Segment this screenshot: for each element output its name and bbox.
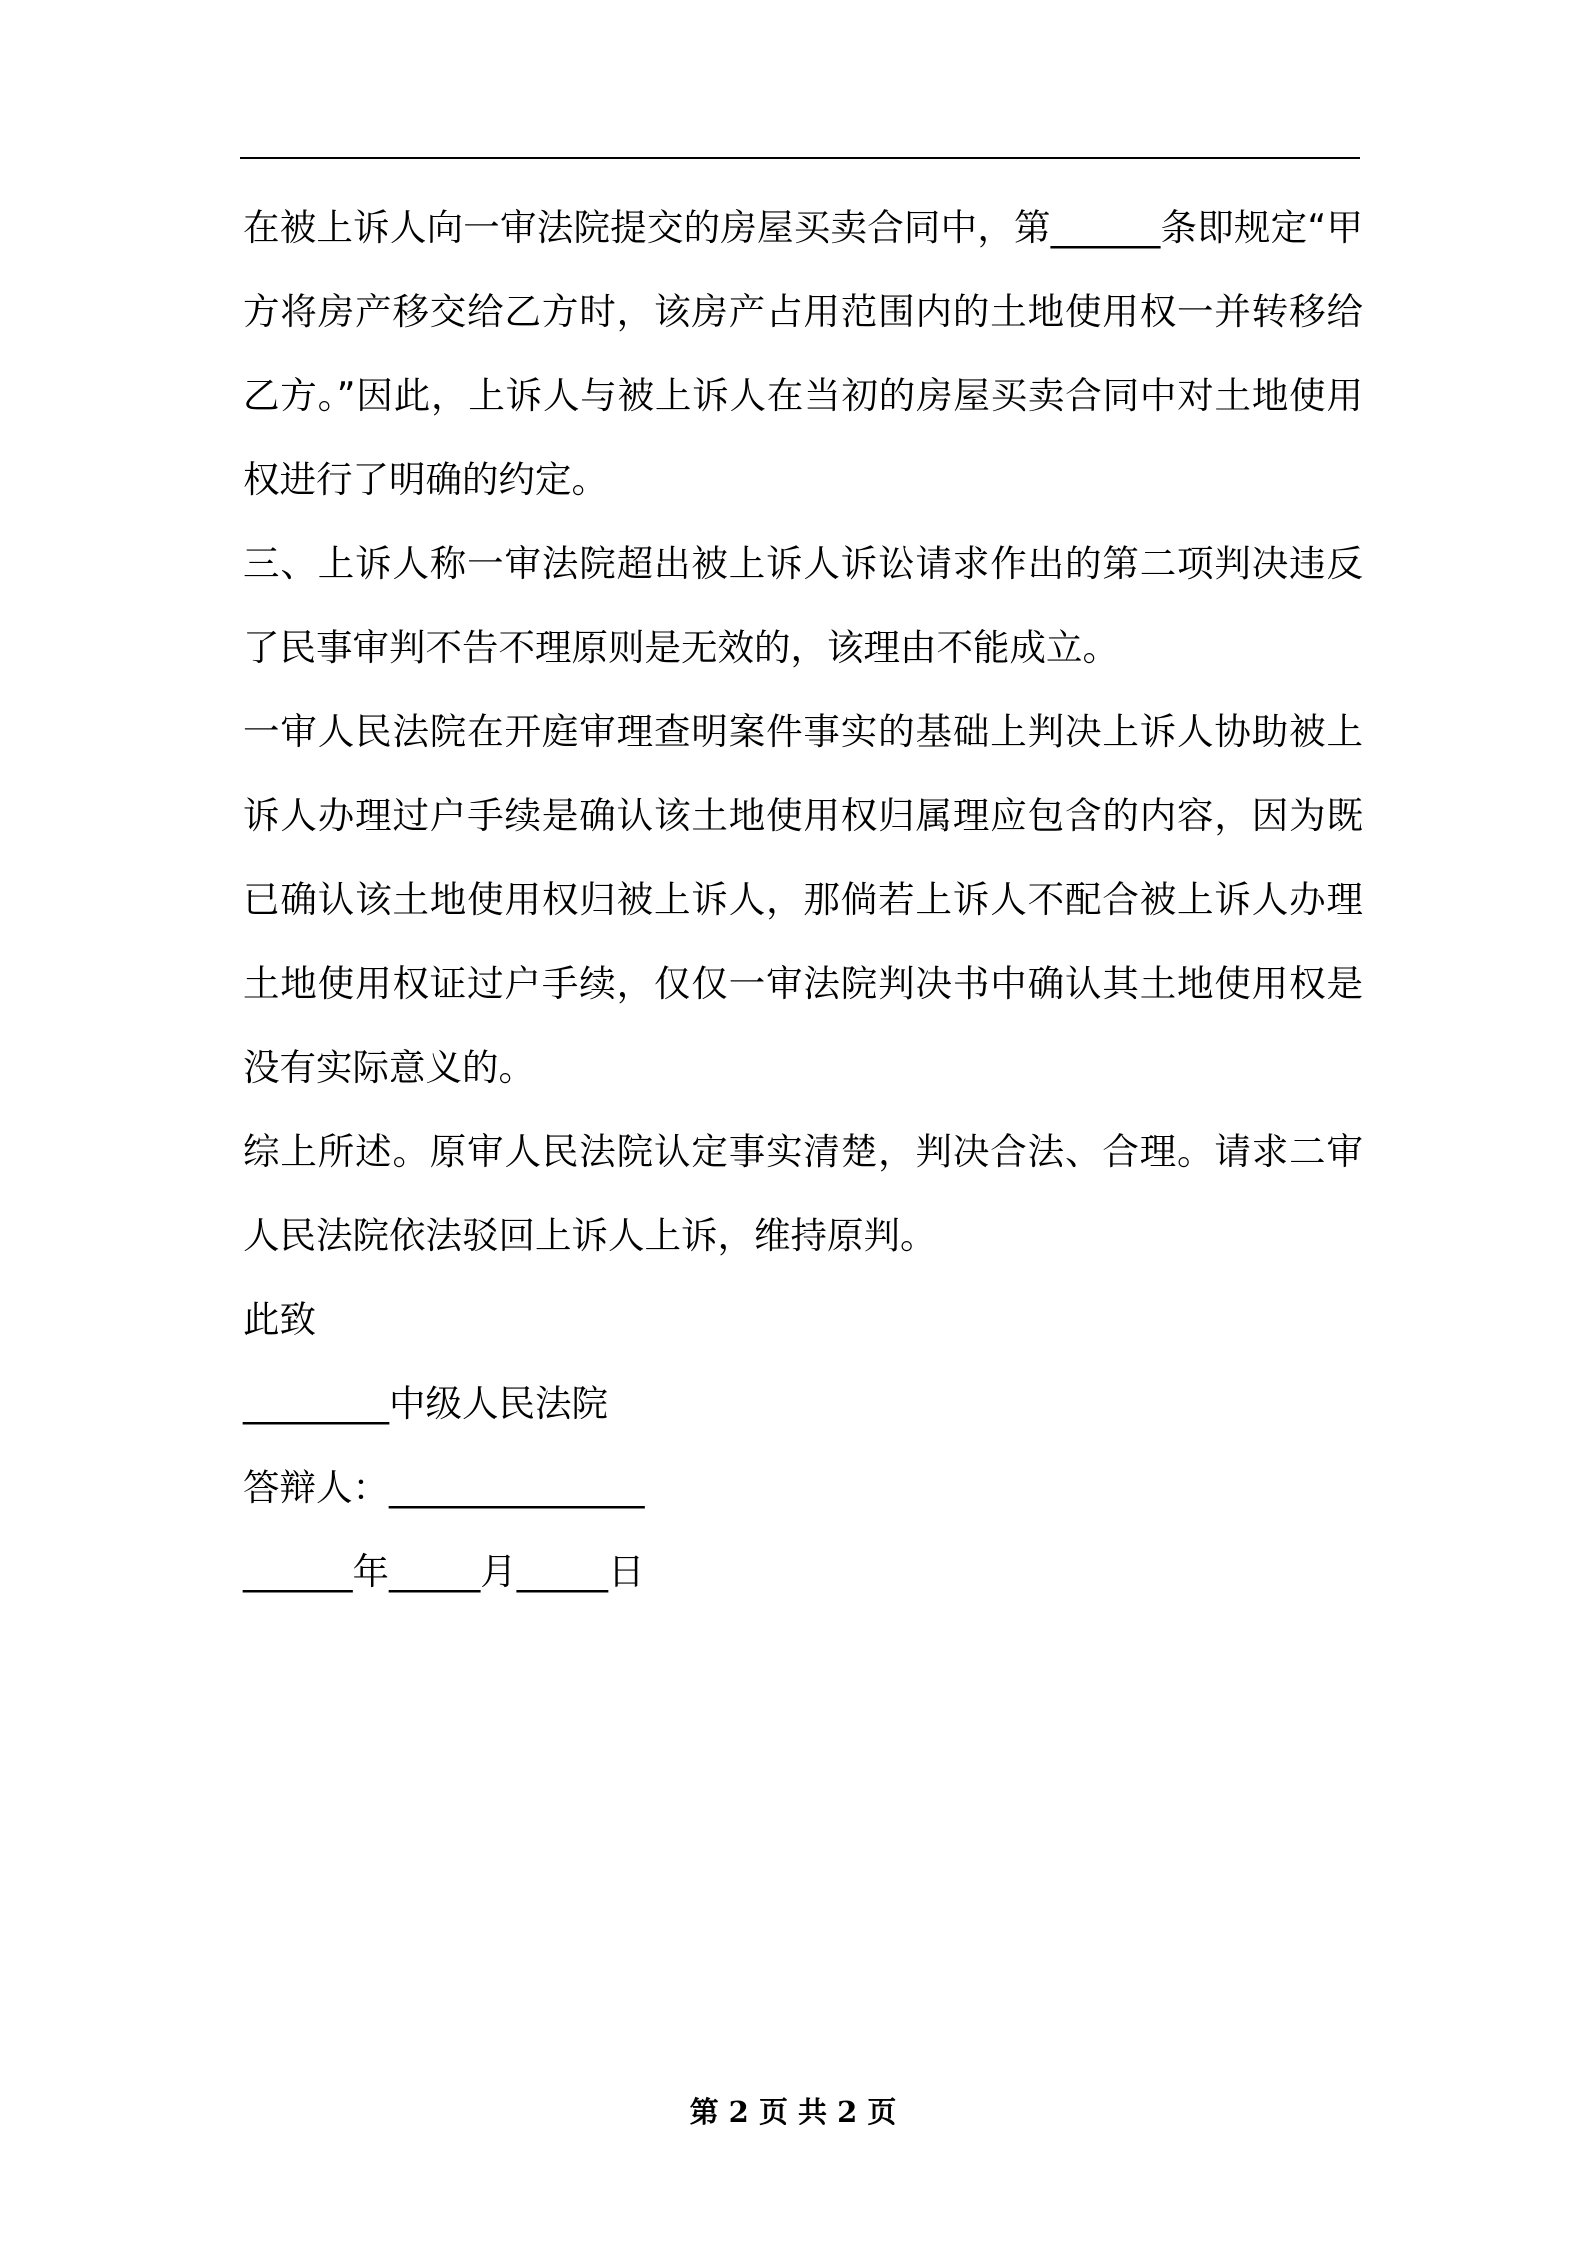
paragraph-conclusion: 综上所述。原审人民法院认定事实清楚，判决合法、合理。请求二审人民法院依法驳回上诉人上诉，维持原判。 — [243, 1130, 1363, 1257]
paragraph-first-instance-reasoning: 一审人民法院在开庭审理查明案件事实的基础上判决上诉人协助被上诉人办理过户手续是确认该土地使用权归属理应包含的内容，因为既已确认该土地使用权归被上诉人，那倘若上诉人不配合被上诉人办理土地使用权证过户手续，仅仅一审法院判决书中确认其土地使用权是没有实际意义的。 — [243, 710, 1363, 1089]
header-rule — [240, 157, 1360, 159]
paragraph-contract-clause: 在被上诉人向一审法院提交的房屋买卖合同中，第______条即规定“甲方将房产移交给乙方时，该房产占用范围内的土地使用权一并转移给乙方。”因此，上诉人与被上诉人在当初的房屋买卖合同中对土地使用权进行了明确的约定。 — [243, 206, 1363, 501]
paragraph-point-three-heading: 三、上诉人称一审法院超出被上诉人诉讼请求作出的第二项判决违反了民事审判不告不理原则是无效的，该理由不能成立。 — [243, 542, 1363, 669]
salutation: 此致 — [243, 1298, 316, 1341]
page-number-footer: 第 2 页 共 2 页 — [689, 2095, 897, 2129]
document-body — [243, 186, 1363, 1614]
court-addressee: ________中级人民法院 — [243, 1382, 608, 1425]
respondent-signature-line: 答辩人：______________ — [243, 1466, 645, 1509]
date-line: ______年_____月_____日 — [243, 1550, 645, 1593]
